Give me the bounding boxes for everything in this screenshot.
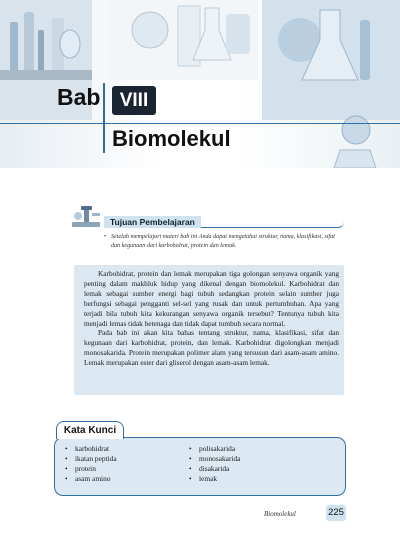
tujuan-text: • Setelah mempelajari materi bab ini Anda dapat mengetahui struktur, nama, klasifikasi, sifat dan kegunaan dari karbohidrat, protein dan lemak. [104,233,343,251]
tujuan-heading [104,212,344,228]
running-footer-title: Biomolekul [264,510,296,518]
kata-kunci-item: • protein [63,464,117,474]
kata-kunci-item: • karbohidrat [63,444,117,454]
title-divider-vertical [103,83,105,153]
kata-kunci-item: • disakarida [187,464,240,474]
kata-kunci-item: • ikatan peptida [63,454,117,464]
kata-kunci-tab [56,421,124,439]
kata-kunci-item: • polisakarida [187,444,240,454]
kata-kunci-list-right [187,444,240,484]
kata-kunci-item: • asam amino [63,474,117,484]
kata-kunci-list-left [63,444,117,484]
page-number: 225 [326,505,346,521]
intro-panel [74,265,344,395]
kata-kunci-heading: Kata Kunci [63,425,117,436]
chapter-number-badge: VIII [112,86,156,115]
title-divider-horizontal [0,123,400,124]
kata-kunci-panel [54,437,346,496]
chapter-label: Bab [57,84,101,110]
tujuan-heading-label: Tujuan Pembelajaran [104,216,201,228]
intro-paragraph-2: Pada bab ini akan kita bahas tentang struktur, nama, klasifikasi, sifat dan kegunaan dari karbohidrat, protein, dan lemak. Karbohidrat digolongkan menjadi monosakarida. Protein merupakan polimer alam yang tersusun dari asam-asam amino. Lemak merupakan ester dari gliserol dengan asam-asam lemak. [84,328,339,368]
kata-kunci-item: • lemak [187,474,240,484]
kata-kunci-item: • monosakarida [187,454,240,464]
intro-paragraph-1: Karbohidrat, protein dan lemak merupakan tiga golongan senyawa organik yang penting dalam makhluk hidup yang dikenal dengan biomolekul. Karbohidrat dan lemak sebagai sumber energi bagi tubuh sedangkan protein selain sumber juga berfungsi sebagai pengganti sel-sel yang rusak dan untuk pertumbuhan. Apa yang terjadi bila tubuh kita kekurangan senyawa organik tersebut? Tentunya tubuh kita menjadi lemas tidak betenaga dan tidak dapat tumbuh secara normal. [84,269,339,328]
microscope-icon [70,204,104,230]
chapter-title: Biomolekul [112,126,231,151]
